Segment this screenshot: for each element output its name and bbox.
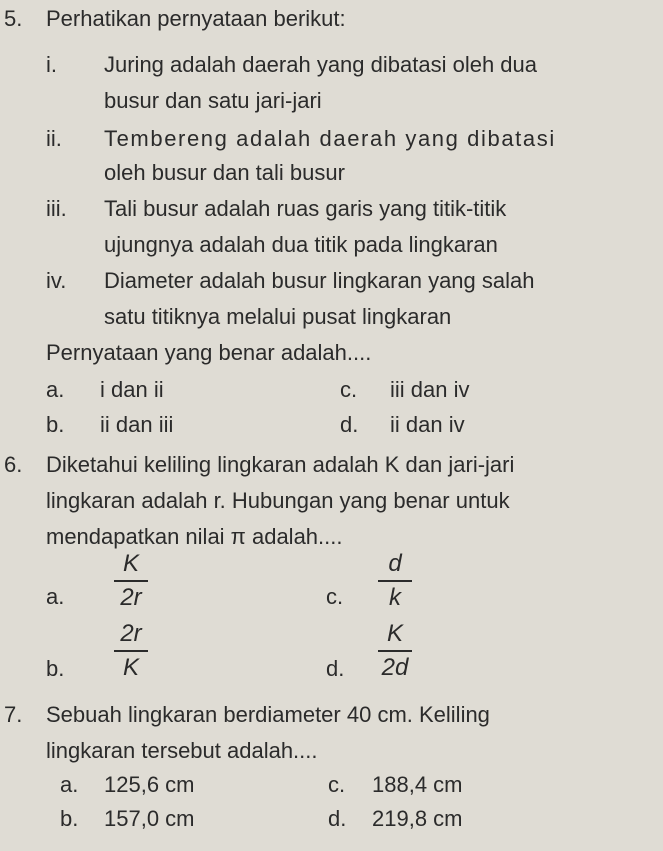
q5-statement-line: ujungnya adalah dua titik pada lingkaran xyxy=(104,232,498,257)
q5-statement-label: iii. xyxy=(46,196,67,221)
option-text: 219,8 cm xyxy=(372,806,463,831)
option-text: 125,6 cm xyxy=(104,772,195,797)
q5-statement-label: ii. xyxy=(46,126,62,151)
fraction xyxy=(378,620,412,682)
q6-line: Diketahui keliling lingkaran adalah K dan jari-jari xyxy=(46,452,515,477)
option-text: ii dan iv xyxy=(390,412,465,437)
q5-statement-line: oleh busur dan tali busur xyxy=(104,160,345,185)
q5-statement-line: busur dan satu jari-jari xyxy=(104,88,322,113)
option-label: c. xyxy=(340,377,358,402)
option-label: b. xyxy=(60,806,79,831)
q6-number: 6. xyxy=(4,452,23,477)
option-label: c. xyxy=(328,772,346,797)
option-text: iii dan iv xyxy=(390,377,470,402)
option-text: 157,0 cm xyxy=(104,806,195,831)
option-text: ii dan iii xyxy=(100,412,174,437)
q5-statement-line: Juring adalah daerah yang dibatasi oleh dua xyxy=(104,52,537,77)
fraction-bar xyxy=(378,580,412,582)
option-label: a. xyxy=(46,584,65,609)
option-label: d. xyxy=(328,806,347,831)
option-label: c. xyxy=(326,584,344,609)
option-label: d. xyxy=(340,412,359,437)
option-label: a. xyxy=(46,377,65,402)
q5-statement-line: satu titiknya melalui pusat lingkaran xyxy=(104,304,452,329)
q5-question: Pernyataan yang benar adalah.... xyxy=(46,340,372,365)
option-label: b. xyxy=(46,412,65,437)
fraction-denominator: k xyxy=(389,584,401,611)
q6-line: mendapatkan nilai π adalah.... xyxy=(46,524,343,549)
fraction-bar xyxy=(114,650,148,652)
option-label: b. xyxy=(46,656,65,681)
q5-number: 5. xyxy=(4,6,23,31)
option-label: a. xyxy=(60,772,79,797)
q5-statement-line: Diameter adalah busur lingkaran yang salah xyxy=(104,268,535,293)
fraction-numerator: d xyxy=(388,550,402,577)
fraction xyxy=(114,620,148,682)
option-text: i dan ii xyxy=(100,377,164,402)
fraction-bar xyxy=(378,650,412,652)
q5-prompt: Perhatikan pernyataan berikut: xyxy=(46,6,346,31)
option-text: 188,4 cm xyxy=(372,772,463,797)
q6-line: lingkaran adalah r. Hubungan yang benar untuk xyxy=(46,488,510,513)
fraction-denominator: 2r xyxy=(120,584,142,611)
fraction xyxy=(114,550,148,612)
fraction-bar xyxy=(114,580,148,582)
fraction-numerator: 2r xyxy=(120,620,142,647)
q5-statement-label: i. xyxy=(46,52,57,77)
q7-line: Sebuah lingkaran berdiameter 40 cm. Keliling xyxy=(46,702,490,727)
q7-line: lingkaran tersebut adalah.... xyxy=(46,738,318,763)
fraction xyxy=(378,550,412,612)
fraction-numerator: K xyxy=(122,550,139,577)
option-label: d. xyxy=(326,656,345,681)
fraction-denominator: K xyxy=(122,654,139,681)
fraction-numerator: K xyxy=(386,620,403,647)
fraction-denominator: 2d xyxy=(381,654,409,681)
q5-statement-label: iv. xyxy=(46,268,67,293)
q7-number: 7. xyxy=(4,702,23,727)
q5-statement-line: Tembereng adalah daerah yang dibatasi xyxy=(104,126,556,151)
q5-statement-line: Tali busur adalah ruas garis yang titik-titik xyxy=(104,196,507,221)
